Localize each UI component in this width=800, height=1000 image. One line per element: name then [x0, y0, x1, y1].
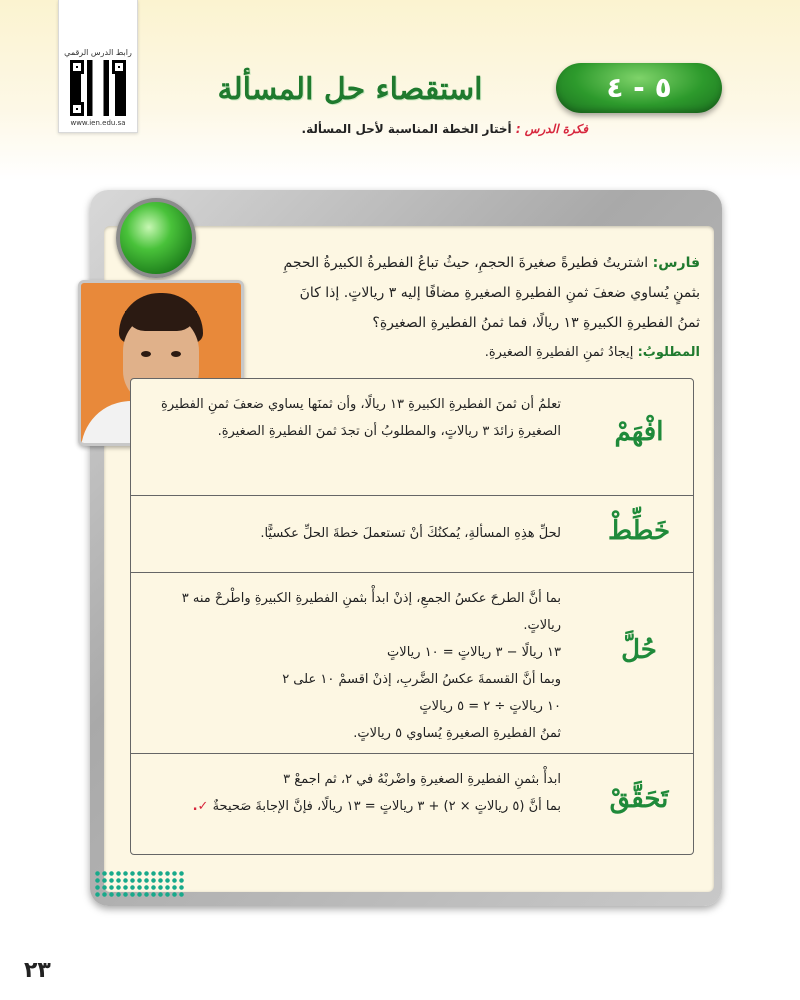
step-check-body	[131, 754, 573, 830]
step-solve-body	[131, 573, 573, 757]
step-understand	[131, 379, 693, 496]
dot-pattern-logo	[94, 870, 186, 898]
qr-panel[interactable]	[58, 0, 138, 133]
qr-url[interactable]: www.ien.edu.sa	[70, 119, 126, 127]
check-line	[143, 793, 561, 820]
page-number: ٢٣	[24, 958, 51, 983]
step-understand-body: تعلمُ أن ثمنَ الفطيرةِ الكبيرةِ ١٣ ريالًا، وأن ثمنَها يساوي ضعفَ ثمنِ الفطيرةِ الصغيرةِ زائدَ ٣ ريالاتٍ، والمطلوبُ أن تجدَ ثمنَ الفطيرةِ الصغيرةِ.	[161, 397, 561, 439]
solve-line: ١٠ ريالاتٍ ÷ ٢ = ٥ ريالاتٍ	[419, 699, 561, 714]
lesson-idea	[302, 122, 588, 136]
step-plan-title: خَطِّطْ	[607, 516, 671, 546]
check-line-text: بما أنَّ (٥ ريالاتٍ × ٢) + ٣ ريالاتٍ = ١٣ ريالًا، فإنَّ الإجابةَ صَحيحةٌ	[212, 799, 561, 814]
solve-line: وبما أنَّ القسمةَ عكسُ الضَّربِ، إذنْ اقسمْ ١٠ على ٢	[282, 672, 561, 687]
lesson-title: استقصاء حل المسألة	[217, 72, 483, 107]
required-line	[485, 345, 700, 360]
step-solve	[131, 573, 693, 754]
required-text: إيجادُ ثمنِ الفطيرةِ الصغيرةِ.	[484, 345, 634, 360]
check-line: ابدأْ بثمنِ الفطيرةِ الصغيرةِ واضْربْهُ في ٢، ثم اجمعْ ٣	[283, 772, 561, 787]
lesson-idea-text: أختار الخطة المناسبة لأحل المسألة.	[301, 122, 512, 136]
step-solve-title: حُلَّ	[621, 635, 657, 665]
lesson-idea-label: فكرة الدرس :	[515, 122, 588, 136]
step-plan	[131, 496, 693, 573]
solve-line: ثمنُ الفطيرةِ الصغيرةِ يُساوي ٥ ريالاتٍ.	[353, 726, 561, 741]
qr-caption: رابط الدرس الرقمي	[64, 48, 132, 57]
lesson-number-badge: ٥ - ٤	[556, 63, 722, 113]
solution-steps	[130, 378, 694, 855]
step-plan-body: لحلِّ هذِهِ المسألةِ، يُمكنُكَ أنْ تستعملَ خطةَ الحلِّ عكسيًّا.	[260, 526, 561, 541]
speaker-name: فارس:	[652, 255, 700, 271]
step-check	[131, 754, 693, 854]
step-understand-title: افْهَمْ	[614, 417, 664, 447]
problem-text: اشتريتُ فطيرةً صغيرةَ الحجمِ، حيثُ تباعُ الفطيرةُ الكبيرةُ الحجمِ بثمنٍ يُساوي ضعفَ ثمنِ الفطيرةِ الصغيرةِ مضافًا إليه ٣ ريالاتٍ. إذا كانَ ثمنُ الفطيرةِ الكبيرةِ ١٣ ريالًا، فما ثمنُ الفطيرةِ الصغيرةِ؟	[283, 255, 700, 331]
qr-code-icon[interactable]	[70, 60, 126, 116]
green-ball-icon	[116, 198, 196, 278]
problem-statement	[280, 248, 700, 338]
required-label: المطلوبُ:	[637, 345, 700, 360]
step-check-title: تَحَقَّقْ	[609, 784, 669, 814]
solve-line: ١٣ ريالًا − ٣ ريالاتٍ = ١٠ ريالاتٍ	[387, 645, 561, 660]
checkmark-icon: ✓.	[192, 799, 209, 814]
solve-line: بما أنَّ الطرحَ عكسُ الجمعِ، إذنْ ابدأْ بثمنِ الفطيرةِ الكبيرةِ واطْرحْ منه ٣ ريالاتٍ.	[181, 591, 561, 633]
